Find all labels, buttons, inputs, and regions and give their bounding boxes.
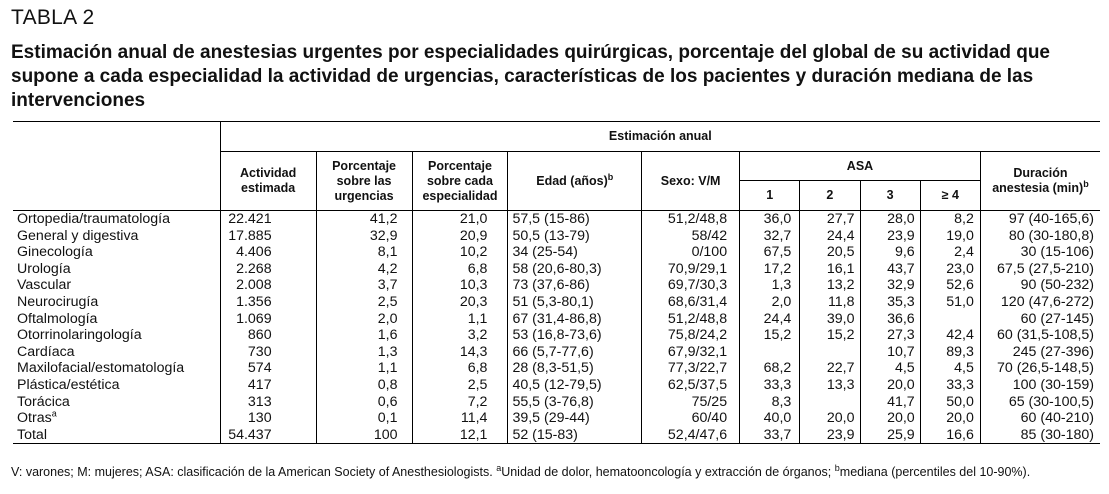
col-header-asa-2: 2: [800, 181, 860, 211]
cell-duracion: 30 (15-106): [980, 244, 1100, 261]
cell-actividad: 22.421: [220, 211, 316, 228]
cell-actividad: 1.069: [220, 311, 316, 328]
cell-sexo: 58/42: [642, 228, 740, 245]
table-row: [13, 294, 1100, 311]
cell-edad: 58 (20,6-80,3): [508, 261, 642, 278]
cell-porcentaje-urgencias: 41,2: [316, 211, 412, 228]
cell-porcentaje-especialidad: 6,8: [412, 360, 508, 377]
cell-porcentaje-especialidad: 6,8: [412, 261, 508, 278]
cell-asa-2: 39,0: [800, 311, 860, 328]
cell-actividad: 54.437: [220, 427, 316, 444]
cell-porcentaje-urgencias: 0,6: [316, 394, 412, 411]
cell-actividad: 574: [220, 360, 316, 377]
cell-porcentaje-urgencias: 0,1: [316, 410, 412, 427]
cell-asa-3: 23,9: [860, 228, 920, 245]
cell-duracion: 120 (47,6-272): [980, 294, 1100, 311]
cell-especialidad: General y digestiva: [17, 227, 139, 244]
cell-asa-2: [800, 394, 860, 411]
cell-sexo: 52,4/47,6: [642, 427, 740, 444]
cell-asa-4: [920, 311, 980, 328]
cell-asa-4: 4,5: [920, 360, 980, 377]
cell-sexo: 75,8/24,2: [642, 327, 740, 344]
cell-porcentaje-especialidad: 21,0: [412, 211, 508, 228]
cell-especialidad: Urología: [17, 260, 71, 277]
cell-porcentaje-urgencias: 1,3: [316, 344, 412, 361]
cell-porcentaje-especialidad: 11,4: [412, 410, 508, 427]
cell-duracion: 65 (30-100,5): [980, 394, 1100, 411]
cell-porcentaje-urgencias: 3,7: [316, 277, 412, 294]
cell-asa-1: 15,2: [740, 327, 800, 344]
cell-duracion: 80 (30-180,8): [980, 228, 1100, 245]
cell-porcentaje-especialidad: 12,1: [412, 427, 508, 444]
table-label: TABLA 2: [11, 6, 95, 29]
cell-asa-2: 13,2: [800, 277, 860, 294]
cell-asa-3: 43,7: [860, 261, 920, 278]
cell-actividad: 860: [220, 327, 316, 344]
col-header-porcentaje-urgencias: Porcentaje sobre las urgencias: [316, 152, 412, 211]
cell-asa-3: 25,9: [860, 427, 920, 444]
cell-asa-2: 11,8: [800, 294, 860, 311]
col-header-asa: ASA: [740, 152, 981, 181]
cell-sexo: 51,2/48,8: [642, 211, 740, 228]
cell-porcentaje-especialidad: 20,3: [412, 294, 508, 311]
cell-especialidad: [13, 410, 220, 427]
col-header-porcentaje-especialidad: Porcentaje sobre cada especialidad: [412, 152, 508, 211]
footnote: [11, 462, 1031, 479]
cell-actividad: 730: [220, 344, 316, 361]
table-row: [13, 410, 1100, 427]
cell-especialidad: Vascular: [17, 277, 72, 294]
footnote-text-b: mediana (percentiles del 10-90%).: [839, 465, 1031, 479]
table-row: [13, 427, 1100, 444]
cell-duracion: 90 (50-232): [980, 277, 1100, 294]
table-row: [13, 228, 1100, 245]
edad-label: Edad (años): [536, 173, 608, 188]
table-row: [13, 344, 1100, 361]
cell-edad: 67 (31,4-86,8): [508, 311, 642, 328]
cell-asa-4: 23,0: [920, 261, 980, 278]
cell-asa-3: 35,3: [860, 294, 920, 311]
cell-edad: 51 (5,3-80,1): [508, 294, 642, 311]
cell-asa-3: 4,5: [860, 360, 920, 377]
col-header-actividad: Actividad estimada: [220, 152, 316, 211]
cell-duracion: 60 (31,5-108,5): [980, 327, 1100, 344]
cell-asa-1: 2,0: [740, 294, 800, 311]
footnote-main: V: varones; M: mujeres; ASA: clasificación de la American Society of Anesthesiologists.: [11, 465, 497, 479]
cell-asa-1: 67,5: [740, 244, 800, 261]
cell-edad: 28 (8,3-51,5): [508, 360, 642, 377]
cell-sexo: 0/100: [642, 244, 740, 261]
cell-asa-1: 33,3: [740, 377, 800, 394]
cell-asa-1: 68,2: [740, 360, 800, 377]
cell-sexo: 68,6/31,4: [642, 294, 740, 311]
duracion-label: Duración anestesia (min): [992, 166, 1084, 195]
cell-sexo: 67,9/32,1: [642, 344, 740, 361]
cell-porcentaje-urgencias: 8,1: [316, 244, 412, 261]
cell-duracion: 60 (27-145): [980, 311, 1100, 328]
cell-asa-4: 16,6: [920, 427, 980, 444]
table-row: [13, 377, 1100, 394]
cell-especialidad: Oftalmología: [17, 310, 98, 327]
cell-actividad: 1.356: [220, 294, 316, 311]
cell-porcentaje-especialidad: 1,1: [412, 311, 508, 328]
cell-especialidad: Maxilofacial/estomatología: [17, 360, 185, 377]
cell-edad: 57,5 (15-86): [508, 211, 642, 228]
cell-edad: 73 (37,6-86): [508, 277, 642, 294]
col-header-asa-1: 1: [740, 181, 800, 211]
cell-duracion: 60 (40-210): [980, 410, 1100, 427]
cell-duracion: 245 (27-396): [980, 344, 1100, 361]
cell-asa-1: 33,7: [740, 427, 800, 444]
table-row: [13, 261, 1100, 278]
cell-actividad: 4.406: [220, 244, 316, 261]
edad-footnote-mark: b: [607, 171, 614, 182]
cell-actividad: 417: [220, 377, 316, 394]
cell-asa-4: 8,2: [920, 211, 980, 228]
cell-asa-1: 24,4: [740, 311, 800, 328]
cell-asa-1: 17,2: [740, 261, 800, 278]
cell-sexo: 60/40: [642, 410, 740, 427]
cell-sexo: 62,5/37,5: [642, 377, 740, 394]
cell-edad: 40,5 (12-79,5): [508, 377, 642, 394]
data-table: [13, 121, 1100, 444]
table-row: [13, 211, 1100, 228]
cell-porcentaje-especialidad: 10,2: [412, 244, 508, 261]
cell-actividad: 17.885: [220, 228, 316, 245]
col-header-sexo: Sexo: V/M: [642, 152, 740, 211]
cell-duracion: 100 (30-159): [980, 377, 1100, 394]
cell-especialidad: Total: [13, 427, 220, 444]
cell-asa-4: 42,4: [920, 327, 980, 344]
table-title: Estimación anual de anestesias urgentes por especialidades quirúrgicas, porcentaje del global de su actividad que supone a cada especialidad la actividad de urgencias, características de los pacientes y duración mediana de las intervenciones: [11, 42, 1050, 111]
cell-asa-3: 20,0: [860, 377, 920, 394]
footnote-text-a: Unidad de dolor, hematooncología y extracción de órganos;: [501, 465, 835, 479]
cell-porcentaje-urgencias: 1,1: [316, 360, 412, 377]
cell-edad: 66 (5,7-77,6): [508, 344, 642, 361]
table-row: [13, 244, 1100, 261]
cell-porcentaje-urgencias: 2,0: [316, 311, 412, 328]
col-header-edad: [508, 152, 642, 211]
cell-actividad: 313: [220, 394, 316, 411]
cell-asa-1: 8,3: [740, 394, 800, 411]
cell-asa-1: [740, 344, 800, 361]
cell-porcentaje-especialidad: 20,9: [412, 228, 508, 245]
cell-porcentaje-urgencias: 32,9: [316, 228, 412, 245]
cell-asa-2: [800, 344, 860, 361]
cell-actividad: 130: [220, 410, 316, 427]
cell-actividad: 2.268: [220, 261, 316, 278]
cell-porcentaje-especialidad: 10,3: [412, 277, 508, 294]
row-label: Otras: [17, 410, 52, 427]
cell-asa-3: 32,9: [860, 277, 920, 294]
table-row: [13, 277, 1100, 294]
cell-porcentaje-especialidad: 14,3: [412, 344, 508, 361]
cell-asa-4: 51,0: [920, 294, 980, 311]
cell-asa-2: 27,7: [800, 211, 860, 228]
cell-edad: 39,5 (29-44): [508, 410, 642, 427]
cell-porcentaje-urgencias: 2,5: [316, 294, 412, 311]
cell-duracion: 70 (26,5-148,5): [980, 360, 1100, 377]
cell-asa-2: 13,3: [800, 377, 860, 394]
cell-asa-2: 16,1: [800, 261, 860, 278]
cell-porcentaje-urgencias: 0,8: [316, 377, 412, 394]
cell-asa-4: 20,0: [920, 410, 980, 427]
corner-cell: [13, 122, 220, 211]
cell-asa-3: 28,0: [860, 211, 920, 228]
table-row: [13, 394, 1100, 411]
cell-especialidad: Otorrinolaringología: [17, 327, 142, 344]
cell-asa-4: 89,3: [920, 344, 980, 361]
cell-asa-4: 33,3: [920, 377, 980, 394]
group-header: Estimación anual: [220, 122, 1100, 152]
footnote-mark-a: a: [496, 462, 502, 473]
cell-edad: 53 (16,8-73,6): [508, 327, 642, 344]
cell-asa-3: 27,3: [860, 327, 920, 344]
cell-porcentaje-especialidad: 3,2: [412, 327, 508, 344]
duracion-footnote-mark: b: [1083, 178, 1089, 189]
cell-asa-3: 41,7: [860, 394, 920, 411]
cell-asa-2: 24,4: [800, 228, 860, 245]
cell-asa-1: 1,3: [740, 277, 800, 294]
cell-asa-3: 9,6: [860, 244, 920, 261]
cell-sexo: 69,7/30,3: [642, 277, 740, 294]
cell-edad: 55,5 (3-76,8): [508, 394, 642, 411]
cell-asa-3: 10,7: [860, 344, 920, 361]
cell-asa-1: 40,0: [740, 410, 800, 427]
cell-asa-2: 20,0: [800, 410, 860, 427]
cell-asa-2: 20,5: [800, 244, 860, 261]
cell-porcentaje-urgencias: 100: [316, 427, 412, 444]
cell-asa-1: 32,7: [740, 228, 800, 245]
cell-especialidad: Ortopedia/traumatología: [17, 211, 171, 227]
cell-especialidad: Torácica: [17, 393, 70, 410]
cell-especialidad: Cardíaca: [17, 343, 75, 360]
cell-asa-2: 22,7: [800, 360, 860, 377]
cell-asa-2: 23,9: [800, 427, 860, 444]
table-row: [13, 360, 1100, 377]
cell-asa-3: 20,0: [860, 410, 920, 427]
cell-duracion: 85 (30-180): [980, 427, 1100, 444]
cell-sexo: 77,3/22,7: [642, 360, 740, 377]
col-header-duracion: [980, 152, 1100, 211]
otras-footnote-mark: a: [51, 408, 57, 419]
cell-actividad: 2.008: [220, 277, 316, 294]
cell-porcentaje-urgencias: 4,2: [316, 261, 412, 278]
cell-duracion: 67,5 (27,5-210): [980, 261, 1100, 278]
cell-porcentaje-especialidad: 2,5: [412, 377, 508, 394]
cell-asa-4: 2,4: [920, 244, 980, 261]
col-header-asa-3: 3: [860, 181, 920, 211]
cell-sexo: 75/25: [642, 394, 740, 411]
footnote-mark-b: b: [834, 462, 840, 473]
cell-asa-1: 36,0: [740, 211, 800, 228]
cell-sexo: 51,2/48,8: [642, 311, 740, 328]
table-row: [13, 327, 1100, 344]
cell-porcentaje-urgencias: 1,6: [316, 327, 412, 344]
cell-sexo: 70,9/29,1: [642, 261, 740, 278]
cell-asa-4: 52,6: [920, 277, 980, 294]
cell-especialidad: Ginecología: [17, 244, 93, 261]
cell-edad: 50,5 (13-79): [508, 228, 642, 245]
cell-edad: 52 (15-83): [508, 427, 642, 444]
cell-asa-4: 19,0: [920, 228, 980, 245]
cell-asa-3: 36,6: [860, 311, 920, 328]
cell-especialidad: Neurocirugía: [17, 293, 99, 310]
table-row: [13, 311, 1100, 328]
cell-porcentaje-especialidad: 7,2: [412, 394, 508, 411]
cell-especialidad: Plástica/estética: [17, 376, 120, 393]
col-header-asa-4: ≥ 4: [920, 181, 980, 211]
cell-edad: 34 (25-54): [508, 244, 642, 261]
cell-asa-2: 15,2: [800, 327, 860, 344]
cell-asa-4: 50,0: [920, 394, 980, 411]
cell-duracion: 97 (40-165,6): [980, 211, 1100, 228]
